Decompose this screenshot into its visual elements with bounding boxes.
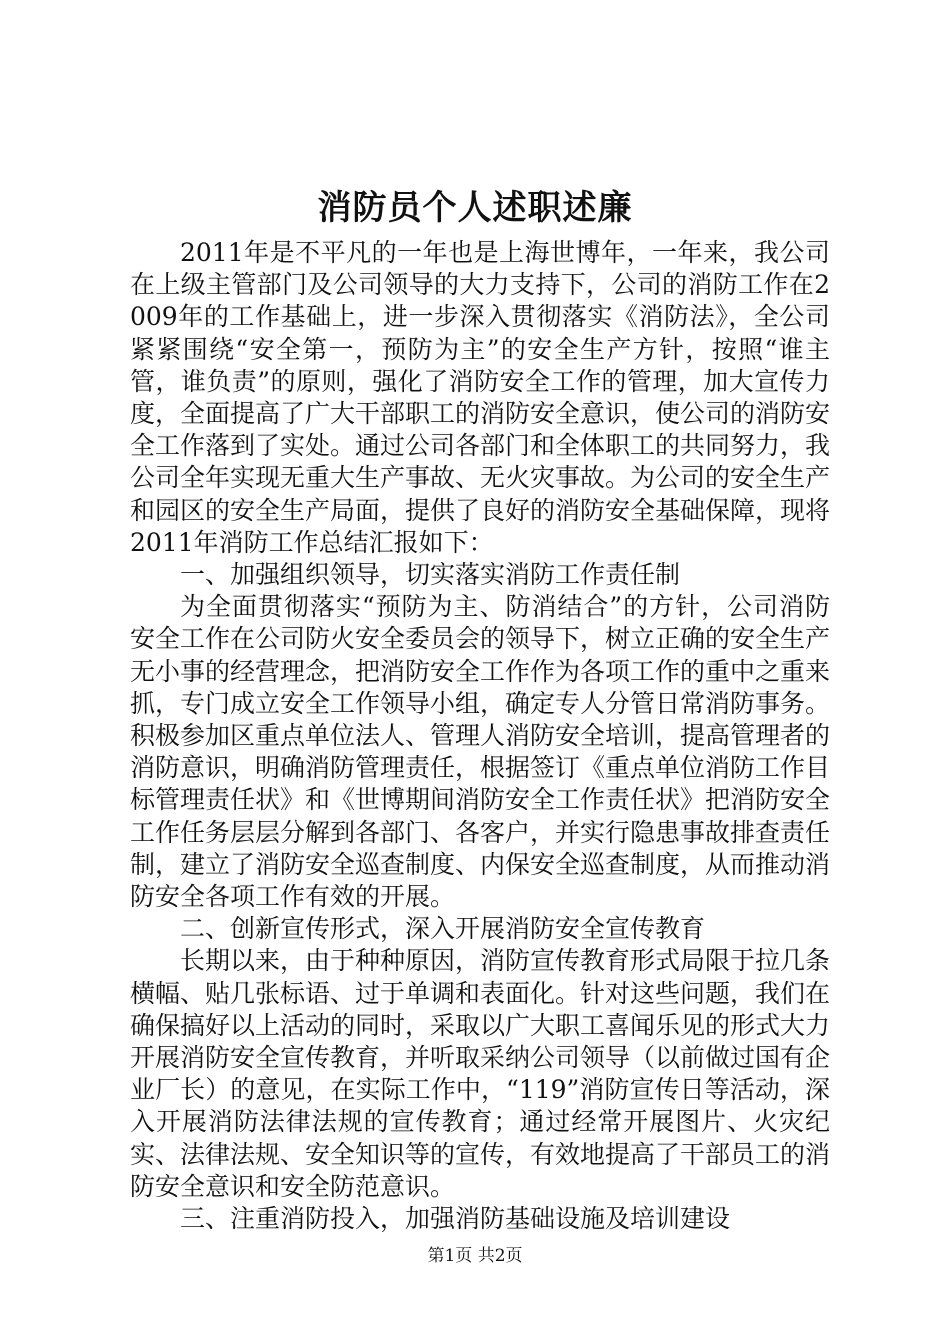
section-2-heading: 二、创新宣传形式，深入开展消防安全宣传教育 xyxy=(180,914,706,944)
intro-paragraph: 2011年是不平凡的一年也是上海世博年，一年来，我公司在上级主管部门及公司领导的大力支持下，公司的消防工作在2009年的工作基础上，进一步深入贯彻落实《消防法》，全公司紧紧围绕“安全第一，预防为主”的安全生产方针，按照“谁主管，谁负责”的原则，强化了消防安全工作的管理，加大宣传力度，全面提高了广大干部职工的消防安全意识，使公司的消防安全工作落到了实处。通过公司各部门和全体职工的共同努力，我公司全年实现无重大生产事故、无火灾事故。为公司的安全生产和园区的安全生产局面，提供了良好的消防安全基础保障，现将2011年消防工作总结汇报如下： xyxy=(130,238,831,557)
section-2-paragraph: 长期以来，由于种种原因，消防宣传教育形式局限于拉几条横幅、贴几张标语、过于单调和表面化。针对这些问题，我们在确保搞好以上活动的同时，采取以广大职工喜闻乐见的形式大力开展消防安全宣传教育，并听取采纳公司领导（以前做过国有企业厂长）的意见，在实际工作中，“119”消防宣传日等活动，深入开展消防法律法规的宣传教育；通过经常开展图片、火灾纪实、法律法规、安全知识等的宣传，有效地提高了干部员工的消防安全意识和安全防范意识。 xyxy=(130,946,831,1201)
document-title: 消防员个人述职述廉 xyxy=(317,188,633,228)
section-1-paragraph: 为全面贯彻落实“预防为主、防消结合”的方针，公司消防安全工作在公司防火安全委员会的领导下，树立正确的安全生产无小事的经营理念，把消防安全工作作为各项工作的重中之重来抓，专门成立安全工作领导小组，确定专人分管日常消防事务。积极参加区重点单位法人、管理人消防安全培训，提高管理者的消防意识，明确消防管理责任，根据签订《重点单位消防工作目标管理责任状》和《世博期间消防安全工作责任状》把消防安全工作任务层层分解到各部门、各客户，并实行隐患事故排查责任制，建立了消防安全巡查制度、内保安全巡查制度，从而推动消防安全各项工作有效的开展。 xyxy=(130,592,831,912)
section-1-heading: 一、加强组织领导，切实落实消防工作责任制 xyxy=(180,560,681,590)
page-number-footer: 第1页 共2页 xyxy=(427,1246,523,1266)
section-3-heading: 三、注重消防投入，加强消防基础设施及培训建设 xyxy=(180,1204,731,1234)
document-body xyxy=(130,237,830,1235)
